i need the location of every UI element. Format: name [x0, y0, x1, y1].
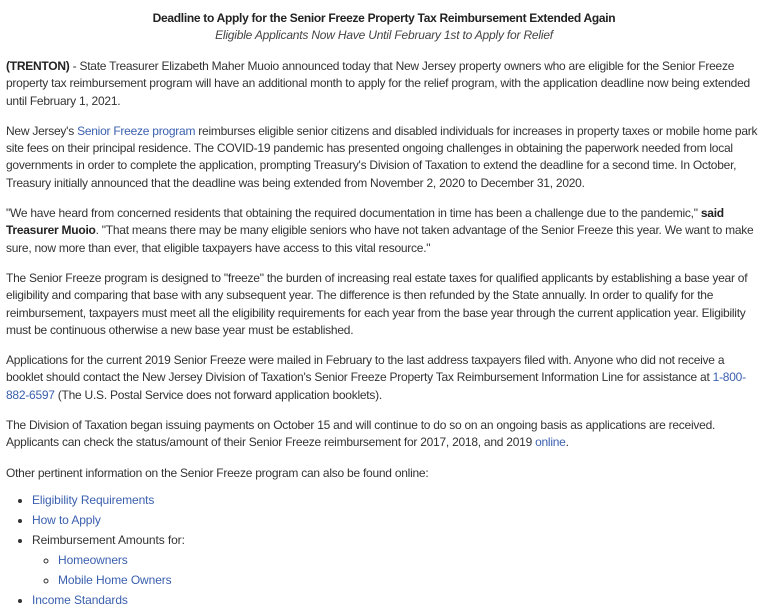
paragraph-payments — [6, 417, 762, 452]
dateline: (TRENTON) — [6, 59, 70, 73]
paragraph-program-description — [6, 123, 762, 192]
paragraph-text: - State Treasurer Elizabeth Maher Muoio announced today that New Jersey property owners who are eligible for the Senior Freeze property tax reimbursement program will have an additional month to apply for the relief program, with the application deadline now being extended until February 1, 2021. — [6, 59, 750, 108]
resource-links-list — [6, 490, 762, 610]
quote-text: "We have heard from concerned residents that obtaining the required documentation in time has been a challenge due to the pandemic," — [6, 206, 701, 221]
quote-attribution: said Treasurer Muoio — [6, 206, 724, 238]
list-item — [32, 510, 762, 530]
paragraph-announcement — [6, 58, 762, 110]
page-subtitle: Eligible Applicants Now Have Until February 1st to Apply for Relief — [215, 28, 553, 42]
list-item — [58, 570, 762, 590]
reimbursement-amounts-label: Reimbursement Amounts for: — [32, 532, 185, 547]
quote-text: . "That means there may be many eligible seniors who have not taken advantage of the Senior Freeze this year. We want to make sure, now more than ever, that eligible taxpayers have access to this vital resource." — [6, 223, 754, 255]
income-standards-link[interactable]: Income Standards — [32, 592, 128, 607]
paragraph-text: The Division of Taxation began issuing payments on October 15 and will continue to do so on an ongoing basis as applications are received. Applicants can check the status/amount of their Senior Freeze reimbursement for 2017, 2018, and 2019 — [6, 418, 716, 450]
paragraph-text: . — [565, 435, 569, 450]
page-title: Deadline to Apply for the Senior Freeze Property Tax Reimbursement Extended Again — [152, 11, 616, 25]
paragraph-other-info: Other pertinent information on the Senior Freeze program can also be found online: — [6, 465, 429, 480]
release-header — [6, 10, 762, 44]
eligibility-requirements-link[interactable]: Eligibility Requirements — [32, 492, 155, 507]
homeowners-link[interactable]: Homeowners — [58, 552, 128, 567]
list-item — [32, 590, 762, 610]
list-item — [58, 550, 762, 570]
paragraph-program-design: The Senior Freeze program is designed to "freeze" the burden of increasing real estate taxes for qualified applicants by establishing a base year of eligibility and comparing that base with any subsequent year. The difference is then refunded by the State annually. In order to qualify for the reimbursement, taxpayers must meet all the eligibility requirements for each year from the base year through the current application year. Eligibility must be continuous otherwise a new base year must be established. — [6, 270, 748, 337]
mobile-home-owners-link[interactable]: Mobile Home Owners — [58, 572, 172, 587]
phone-link[interactable]: 1-800-882-6597 — [6, 370, 746, 402]
paragraph-applications — [6, 352, 762, 404]
how-to-apply-link[interactable]: How to Apply — [32, 512, 101, 527]
online-status-link[interactable]: online — [535, 435, 566, 450]
reimbursement-sublist — [32, 550, 762, 590]
senior-freeze-program-link[interactable]: Senior Freeze program — [77, 123, 196, 138]
paragraph-text: New Jersey's — [6, 123, 78, 138]
list-item — [32, 530, 762, 590]
paragraph-text: reimburses eligible senior citizens and disabled individuals for increases in property taxes or mobile home park site fees on their principal residence. The COVID-19 pandemic has presented ongoing challenges in obtaining the paperwork needed from local governments in order to complete the application, prompting Treasury's Division of Taxation to extend the deadline for a second time. In October, Treasury initially announced that the deadline was being extended from November 2, 2020 to December 31, 2020. — [6, 123, 758, 190]
paragraph-text: Applications for the current 2019 Senior Freeze were mailed in February to the last address taxpayers filed with. Anyone who did not receive a booklet should contact the New Jersey Division of Taxation's Senior Freeze Property Tax Reimbursement Information Line for assistance at — [6, 353, 725, 385]
list-item — [32, 490, 762, 510]
paragraph-quote — [6, 205, 762, 257]
paragraph-text: (The U.S. Postal Service does not forward application booklets). — [54, 387, 382, 402]
